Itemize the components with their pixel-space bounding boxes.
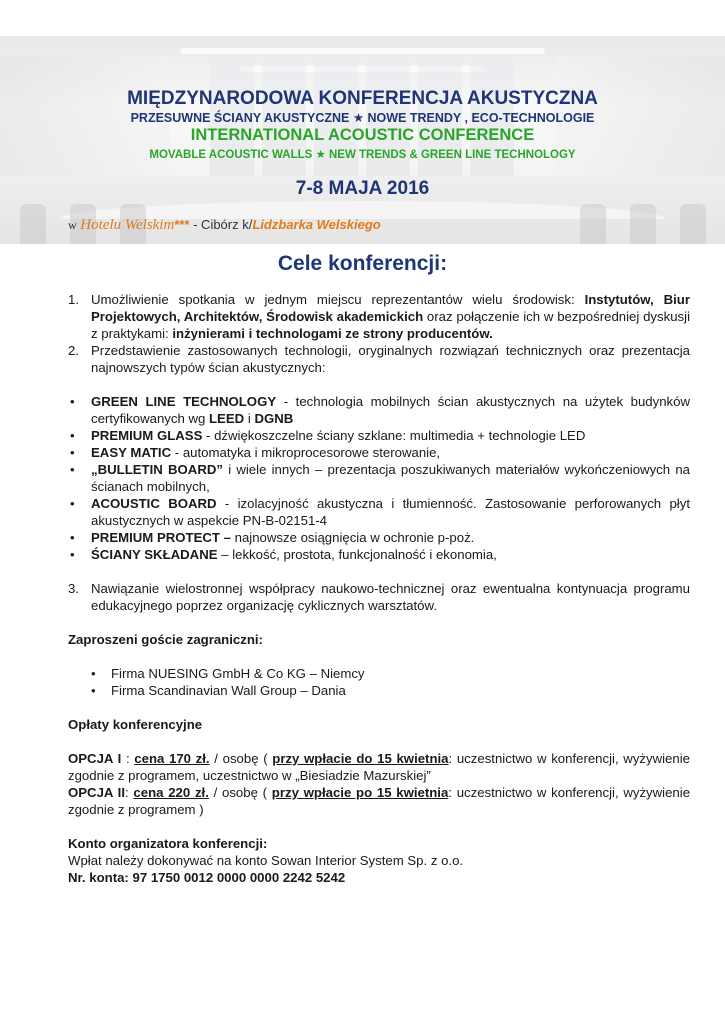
tech-desc: – lekkość, prostota, funkcjonalność i ekonomia,: [217, 547, 497, 562]
venue-hotel: Hotelu Welskim: [80, 217, 175, 233]
document-body: [68, 291, 690, 886]
tech-desc: najnowsze osiągnięcia w ochronie p-poż.: [230, 530, 475, 545]
tech-name: PREMIUM GLASS: [91, 428, 203, 443]
tech-item: [68, 495, 690, 529]
tech-name: GREEN LINE TECHNOLOGY: [91, 394, 277, 409]
fee-price: cena 220 zł.: [133, 785, 209, 800]
fee-option-label: OPCJA I: [68, 751, 122, 766]
conference-date: 7-8 MAJA 2016: [295, 178, 430, 199]
fee-condition: przy wpłacie do 15 kwietnia: [272, 751, 449, 766]
goal-item-3: [68, 580, 690, 614]
fee-condition: przy wpłacie po 15 kwietnia: [271, 785, 449, 800]
goal-text: Umożliwienie spotkania w jednym miejscu reprezentantów wielu środowisk:: [91, 292, 585, 307]
venue-prefix: w: [68, 218, 77, 232]
venue-separator: - Cibórz k/: [189, 217, 253, 232]
account-heading: Konto organizatora konferencji:: [68, 836, 268, 851]
tech-name: EASY MATIC: [91, 445, 172, 460]
tech-cert: LEED: [209, 411, 245, 426]
venue-line: [68, 217, 381, 234]
guest-item: • Firma Scandinavian Wall Group – Dania: [68, 682, 690, 699]
venue-stars: ***: [174, 217, 190, 232]
fee-details: : uczestnictwo w konferencji, wyżywienie zgodnie z programem ): [68, 785, 691, 817]
guest-item: • Firma NUESING GmbH & Co KG – Niemcy: [68, 665, 690, 682]
fees-heading: Opłaty konferencyjne: [68, 717, 203, 732]
goal-number: 3.: [68, 581, 79, 596]
goal-number: 2.: [68, 343, 79, 358]
fee-option-2: [68, 784, 690, 818]
conference-subtitle-pl: PRZESUWNE ŚCIANY AKUSTYCZNE ★ NOWE TRENDY , ECO-TECHNOLOGIE: [130, 111, 595, 125]
goal-item-2: [68, 342, 690, 376]
tech-desc: - technologia mobilnych ścian akustycznych na użytek budynków certyfikowanych wg: [91, 394, 690, 426]
section-title: Cele konferencji:: [277, 252, 448, 275]
account-text: Wpłat należy dokonywać na konto Sowan Interior System Sp. z o.o.: [68, 853, 464, 868]
conference-title-en: INTERNATIONAL ACOUSTIC CONFERENCE: [190, 126, 535, 144]
goal-number: 1.: [68, 292, 79, 307]
goal-engineers: inżynierami i technologami ze strony producentów.: [172, 326, 493, 341]
tech-cert: DGNB: [254, 411, 294, 426]
goal-item-1: [68, 291, 690, 342]
tech-name: PREMIUM PROTECT –: [91, 530, 231, 545]
goal-institutions: Instytutów, Biur Projektowych, Architektów, Środowisk akademickich: [91, 292, 690, 324]
guests-heading: Zaproszeni goście zagraniczni:: [68, 632, 263, 647]
goal-text: Nawiązanie wielostronnej współpracy naukowo-technicznej oraz ewentualna kontynuacja programu edukacyjnego poprzez organizację cyklicznych warsztatów.: [91, 581, 690, 613]
fee-per-person: / osobę (: [209, 751, 273, 766]
conference-title-pl: MIĘDZYNARODOWA KONFERENCJA AKUSTYCZNA: [127, 88, 598, 109]
fee-separator: :: [121, 751, 135, 766]
tech-name: ŚCIANY SKŁADANE: [91, 547, 218, 562]
fee-separator: :: [125, 785, 134, 800]
venue-city: Lidzbarka Welskiego: [252, 217, 381, 232]
tech-desc: i: [244, 411, 255, 426]
account-number: Nr. konta: 97 1750 0012 0000 0000 2242 5242: [68, 870, 346, 885]
tech-item: [68, 444, 690, 461]
fee-price: cena 170 zł.: [134, 751, 210, 766]
tech-desc: i wiele innych – prezentacja poszukiwanych materiałów wykończeniowych na ścianach mobilnych,: [91, 462, 690, 494]
tech-name: „BULLETIN BOARD”: [91, 462, 223, 477]
fee-option-1: [68, 750, 690, 784]
tech-item: [68, 529, 690, 546]
goal-text: oraz połączenie ich w bezpośredniej dyskusji z praktykami:: [91, 309, 690, 341]
tech-desc: - automatyka i mikroprocesorowe sterowanie,: [171, 445, 441, 460]
fee-per-person: / osobę (: [208, 785, 272, 800]
fee-option-label: OPCJA II: [68, 785, 126, 800]
tech-item: [68, 546, 690, 563]
tech-desc: - dźwiękoszczelne ściany szklane: multimedia + technologie LED: [202, 428, 586, 443]
tech-desc: - izolacyjność akustyczna i tłumienność. Zastosowanie perforowanych płyt akustycznych w aspekcie PN-B-02151-4: [91, 496, 690, 528]
goal-text: Przedstawienie zastosowanych technologii, oryginalnych rozwiązań technicznych oraz prezentacja najnowszych typów ścian akustycznych:: [91, 343, 690, 375]
fee-details: : uczestnictwo w konferencji, wyżywienie zgodnie z programem, uczestnictwo w „Biesiadzie Mazurskiej”: [68, 751, 690, 783]
tech-item: [68, 461, 690, 495]
tech-name: ACOUSTIC BOARD: [91, 496, 217, 511]
tech-item: [68, 393, 690, 427]
conference-subtitle-en: MOVABLE ACOUSTIC WALLS ★ NEW TRENDS & GREEN LINE TECHNOLOGY: [149, 149, 576, 161]
tech-item: [68, 427, 690, 444]
